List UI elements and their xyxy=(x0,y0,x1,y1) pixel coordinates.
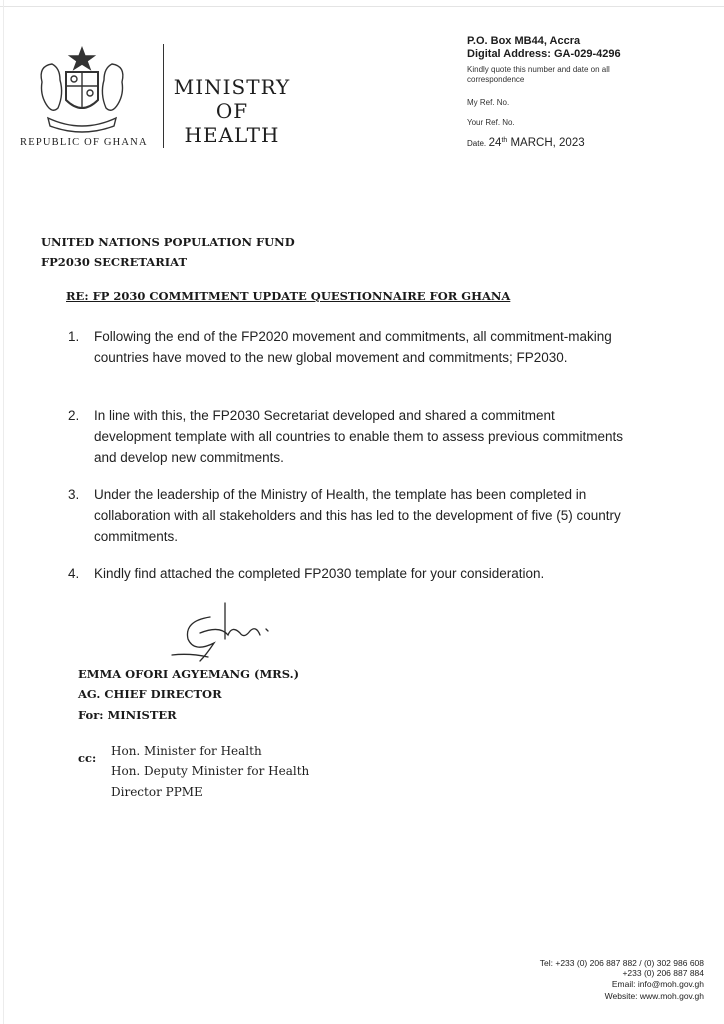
ministry-name-line: OF xyxy=(215,99,249,123)
ministry-name-line: MINISTRY xyxy=(173,75,291,99)
your-ref: Your Ref. No. xyxy=(467,118,515,127)
footer-tel: Tel: +233 (0) 206 887 882 / (0) 302 986 608 xyxy=(539,958,704,968)
item-text: Kindly find attached the completed FP2030 template for your consideration. xyxy=(94,566,545,581)
addressee-line: UNITED NATIONS POPULATION FUND xyxy=(41,235,295,249)
emblem-caption: REPUBLIC OF GHANA xyxy=(20,137,148,148)
digital-address: Digital Address: GA-029-4296 xyxy=(467,48,621,60)
item-number: 2. xyxy=(68,408,80,423)
signature-icon xyxy=(170,595,280,665)
cc-recipient: Hon. Deputy Minister for Health xyxy=(111,764,310,778)
item-text: Under the leadership of the Ministry of Health, the template has been completed in collaboration with all stakeholders and this has led to the development of five (5) country commitments. xyxy=(94,487,621,544)
list-item xyxy=(68,484,628,547)
signatory-title: AG. CHIEF DIRECTOR xyxy=(78,687,222,701)
cc-recipient: Hon. Minister for Health xyxy=(111,744,262,758)
po-box: P.O. Box MB44, Accra xyxy=(467,35,581,47)
date-suffix: th xyxy=(501,137,508,144)
list-item xyxy=(68,563,628,584)
page-edge xyxy=(0,6,724,7)
letter-date xyxy=(467,137,585,149)
footer-website: Website: www.moh.gov.gh xyxy=(604,991,704,1001)
signatory-for: For: MINISTER xyxy=(78,708,177,722)
item-number: 1. xyxy=(68,329,80,344)
list-item xyxy=(68,326,628,368)
item-number: 4. xyxy=(68,566,80,581)
footer-tel-2: +233 (0) 206 887 884 xyxy=(622,968,704,978)
page-edge xyxy=(3,0,4,1024)
item-number: 3. xyxy=(68,487,80,502)
cc-label: cc: xyxy=(78,751,97,765)
letterhead-divider xyxy=(163,44,164,148)
date-day: 24 xyxy=(488,137,502,149)
my-ref: My Ref. No. xyxy=(467,98,510,107)
quote-note: Kindly quote this number and date on all correspondence xyxy=(467,65,610,84)
item-text: Following the end of the FP2020 movement and commitments, all commitment-making countries have moved to the new global movement and commitments; FP2030. xyxy=(94,329,612,365)
ministry-name-line: HEALTH xyxy=(184,123,280,147)
cc-recipient: Director PPME xyxy=(111,785,203,799)
list-item xyxy=(68,405,628,468)
item-text: In line with this, the FP2030 Secretariat developed and shared a commitment development template with all countries to enable them to assess previous commitments and develop new commitments. xyxy=(94,408,624,465)
coat-of-arms-icon xyxy=(30,42,134,134)
addressee-line: FP2030 SECRETARIAT xyxy=(41,255,188,269)
signatory-name: EMMA OFORI AGYEMANG (MRS.) xyxy=(78,667,300,681)
date-rest: MARCH, 2023 xyxy=(507,137,585,149)
date-label: Date. xyxy=(467,139,487,148)
subject-line: RE: FP 2030 COMMITMENT UPDATE QUESTIONNAIRE FOR GHANA xyxy=(66,289,511,303)
footer-email: Email: info@moh.gov.gh xyxy=(611,979,704,989)
